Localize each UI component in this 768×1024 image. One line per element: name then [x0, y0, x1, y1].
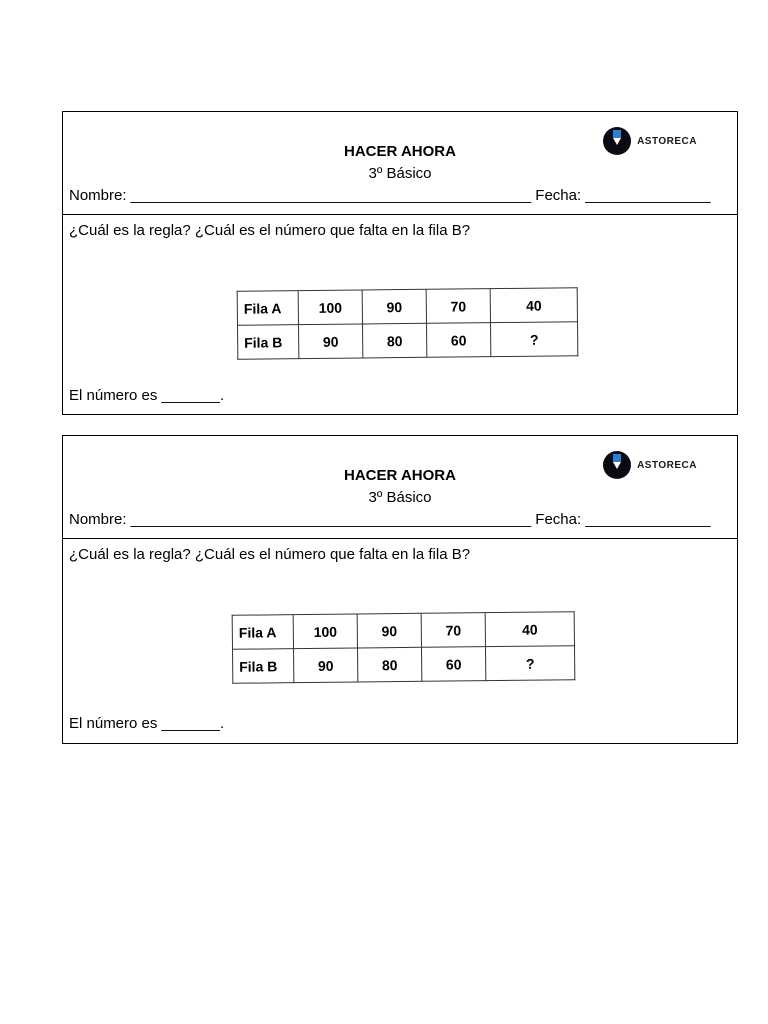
table-cell: 70 — [421, 613, 485, 648]
row-label: Fila B — [238, 325, 299, 360]
table-row-fila-b — [238, 322, 578, 360]
logo-text: ASTORECA — [637, 459, 697, 471]
number-table — [237, 287, 579, 360]
table-cell: 100 — [298, 290, 362, 325]
row-label: Fila A — [232, 615, 293, 650]
missing-value-cell: ? — [485, 646, 574, 681]
table-cell: 100 — [293, 614, 357, 649]
table-cell: 60 — [421, 647, 485, 682]
row-label: Fila A — [237, 291, 298, 326]
table-cell: 40 — [485, 612, 574, 647]
table-cell: 60 — [426, 323, 490, 358]
answer-line: El número es _______. — [69, 387, 225, 404]
table-row-fila-a — [237, 288, 577, 326]
table-cell: 80 — [358, 647, 422, 682]
row-label: Fila B — [233, 649, 294, 684]
worksheet-card-1 — [62, 111, 738, 415]
number-table — [232, 611, 576, 684]
question-text: ¿Cuál es la regla? ¿Cuál es el número que falta en la fila B? — [69, 546, 471, 563]
worksheet-card-2 — [62, 435, 738, 744]
name-date-line: Nombre: ________________________________________________ Fecha: _______________ — [69, 187, 711, 204]
table-cell: 90 — [299, 324, 363, 359]
name-date-line: Nombre: ________________________________________________ Fecha: _______________ — [69, 511, 711, 528]
table-cell: 70 — [426, 289, 490, 324]
worksheet-header — [63, 112, 737, 215]
table-row-fila-a — [232, 612, 574, 650]
table-cell: 40 — [490, 288, 577, 323]
missing-value-cell: ? — [490, 322, 577, 357]
table-cell: 80 — [363, 323, 427, 358]
answer-line: El número es _______. — [69, 715, 225, 732]
table-cell: 90 — [362, 289, 426, 324]
worksheet-title: HACER AHORA — [344, 467, 456, 484]
table-cell: 90 — [294, 648, 358, 683]
worksheet-grade: 3º Básico — [368, 489, 432, 506]
worksheet-header — [63, 436, 737, 539]
question-text: ¿Cuál es la regla? ¿Cuál es el número que falta en la fila B? — [69, 222, 471, 239]
worksheet-grade: 3º Básico — [368, 165, 432, 182]
logo-text: ASTORECA — [637, 135, 697, 147]
table-cell: 90 — [357, 613, 421, 648]
table-row-fila-b — [233, 646, 575, 684]
worksheet-title: HACER AHORA — [344, 143, 456, 160]
